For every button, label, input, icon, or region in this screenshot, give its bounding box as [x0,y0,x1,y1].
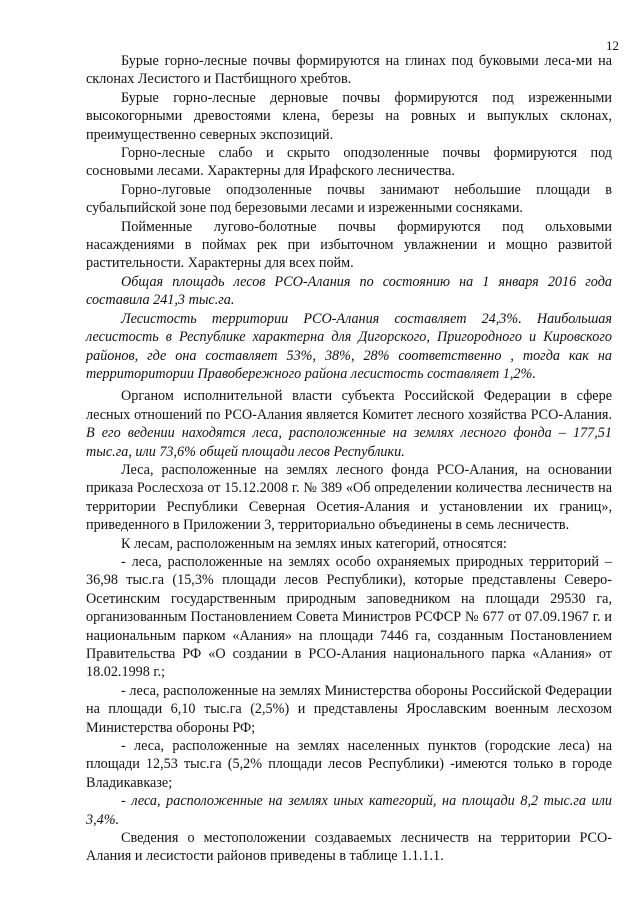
paragraph-forest-cover: Лесистость территории РСО-Алания составляет 24,3%. Наибольшая лесистость в Республике характерна для Дигорского, Пригородного и Кировского районов, где она составляет 53%, 38%, 28% соответственно , тогда как на территоритории Правобережного района лесистость составляет 1,2%. [86,310,612,382]
paragraph-forestry-committee [86,387,612,461]
paragraph-floodplain-soils: Пойменные лугово-болотные почвы формируются под ольховыми насаждениями в поймах рек при избыточном увлажнении и мощно развитой растительности. Характерны для всех пойм. [86,218,612,272]
paragraph-total-forest-area: Общая площадь лесов РСО-Алания по состоянию на 1 января 2016 года составила 241,3 тыс.га. [86,273,612,309]
paragraph-meadow-soils: Горно-луговые оподзоленные почвы занимают небольшие площади в субальпийской зоне под березовыми лесами и изреженными сосняками. [86,181,612,217]
paragraph-podzolized-soils: Горно-лесные слабо и скрыто оподзоленные почвы формируются под сосновыми лесами. Характерны для Ирафского лесничества. [86,145,612,180]
list-item-protected-areas: - леса, расположенные на землях особо охраняемых природных территорий – 36,98 тыс.га (15,3% площади лесов Республики), которые представлены Северо-Осетинским государственным природным заповедником на площади 29530 га, организованным Постановлением Совета Министров РСФСР № 677 от 07.09.1967 г. и национальным парком «Алания» на площади 7446 га, созданным Постановлением Правительства РФ «О создании в РСО-Алания национального парка «Алания» от 18.02.1998 г.; [86,553,612,681]
list-item-other-categories: - леса, расположенные на землях иных категорий, на площади 8,2 тыс.га или 3,4%. [86,793,612,828]
document-body [86,52,612,866]
forestry-committee-italic-text: В его ведении находятся леса, расположенные на землях лесного фонда – 177,51 тыс.га, или 73,6% общей площади лесов Республики. [86,425,612,460]
paragraph-table-reference: Сведения о местоположении создаваемых лесничеств на территории РСО-Алания и лесистости районов приведены в таблице 1.1.1.1. [86,830,612,865]
paragraph-brown-soils: Бурые горно-лесные почвы формируются на глинах под буковыми леса-ми на склонах Лесистого и Пастбищного хребтов. [86,53,612,88]
paragraph-other-categories-intro: К лесам, расположенным на землях иных категорий, относятся: [121,535,507,552]
forestry-committee-text: Органом исполнительной власти субъекта Российской Федерации в сфере лесных отношений по РСО-Алания является Комитет лесного хозяйства РСО-Алания. [86,388,612,423]
paragraph-sod-soils: Бурые горно-лесные дерновые почвы формируются под изреженными высокогорными древостоями клена, березы на ровных и выпуклых склонах, преимущественно северных экспозиций. [86,89,612,143]
list-item-urban-forests: - леса, расположенные на землях населенных пунктов (городские леса) на площади 12,53 тыс.га (5,2% площади лесов Республики) -имеются только в городе Владикавказе; [86,738,612,791]
page-number: 12 [606,38,619,53]
list-item-defense-lands: - леса, расположенные на землях Министерства обороны Российской Федерации на площади 6,10 тыс.га (2,5%) и представлены Ярославским военным лесхозом Министерства обороны РФ; [86,682,612,736]
paragraph-forest-districts: Леса, расположенные на землях лесного фонда РСО-Алания, на основании приказа Рослесхоза от 15.12.2008 г. № 389 «Об определении количества лесничеств на территории Республики Северная Осетия-Алания и установлении их границ», приведенного в Приложении 3, территориально объединены в семь лесничеств. [86,461,612,534]
